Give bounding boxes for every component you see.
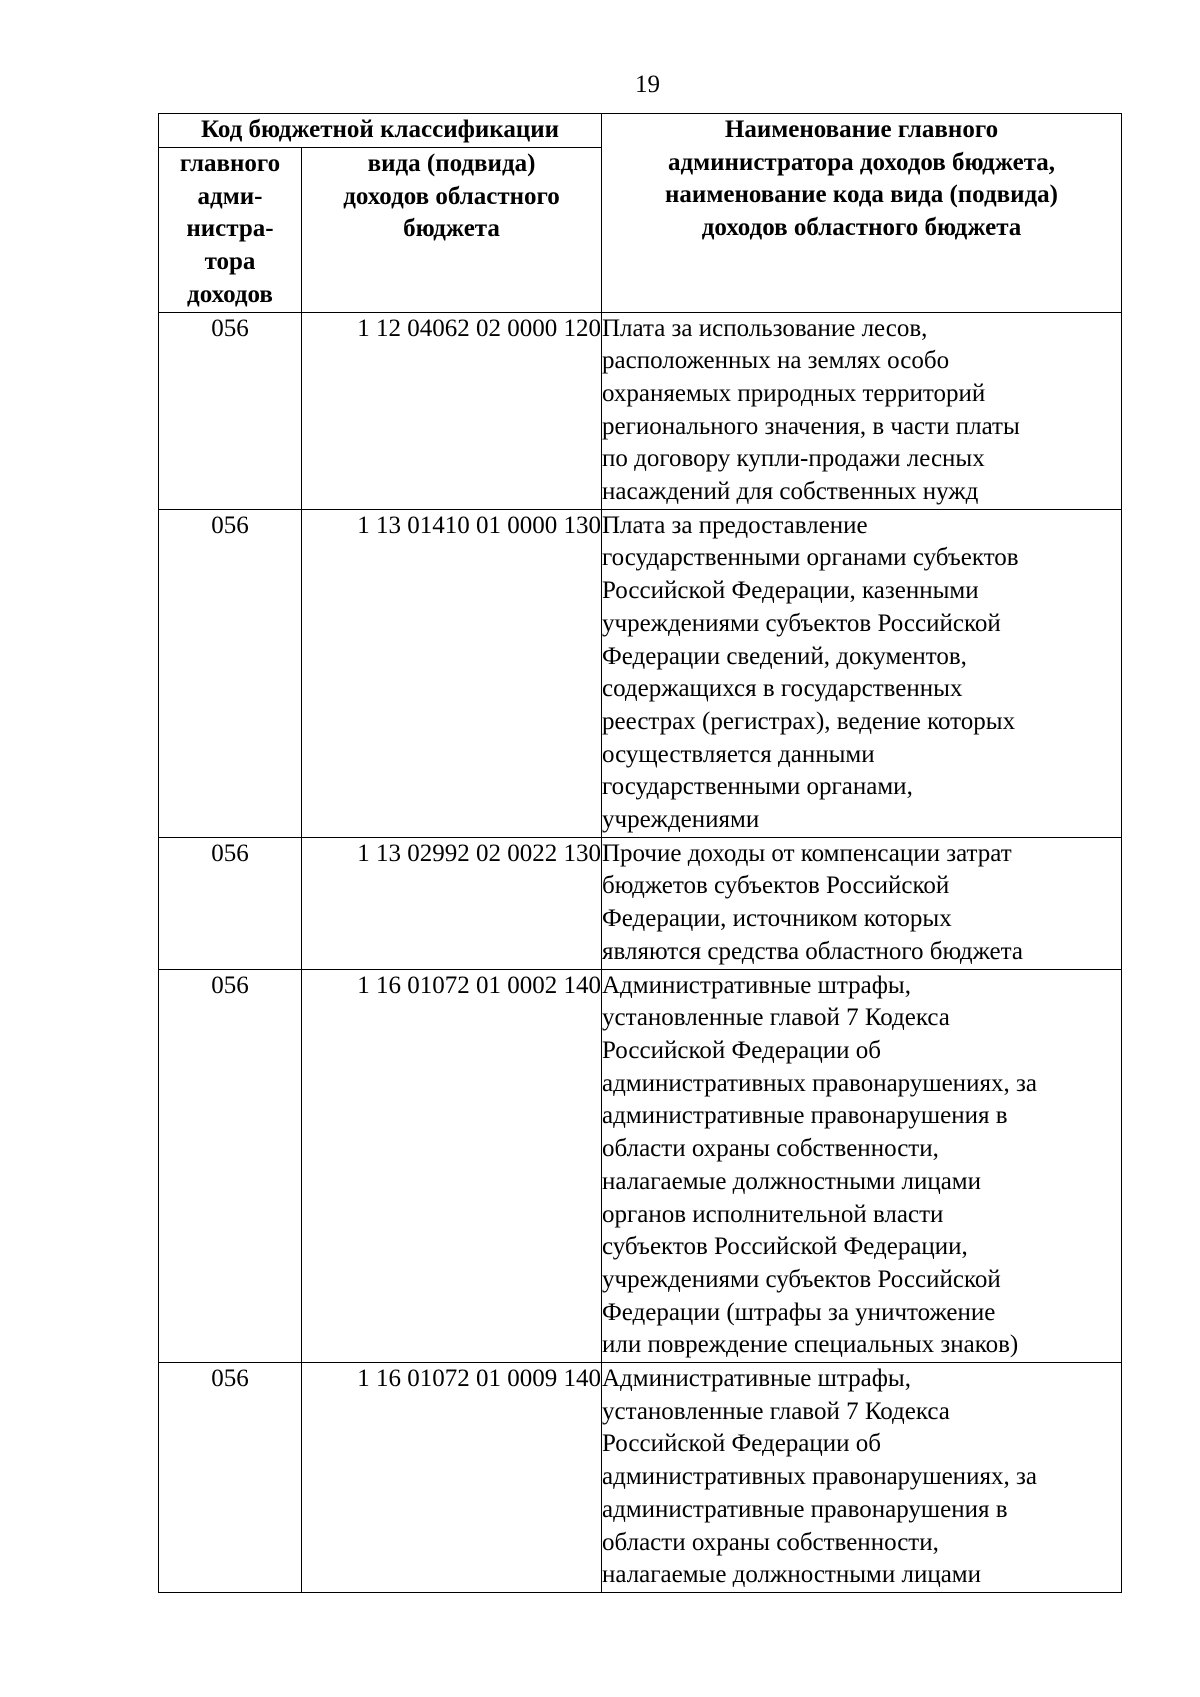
description-line: содержащихся в государственных — [602, 675, 963, 703]
description-line: Административные штрафы, — [602, 971, 911, 999]
header-administrator-name — [602, 114, 1122, 313]
budget-classification-table — [158, 113, 1122, 1593]
header-admin-line: тора — [204, 248, 256, 276]
description-line: установленные главой 7 Кодекса — [602, 1004, 950, 1032]
description-line: бюджетов субъектов Российской — [602, 872, 950, 900]
header-row-group — [159, 114, 1122, 148]
description-line: Российской Федерации об — [602, 1430, 881, 1458]
description-line: осуществляется данными — [602, 740, 875, 768]
description-line: административные правонарушения в — [602, 1102, 1008, 1130]
header-admin-line: адми- — [197, 182, 263, 210]
description-line: Плата за использование лесов, — [602, 314, 928, 342]
header-name-line: наименование кода вида (подвида) — [665, 181, 1058, 209]
admin-code-cell: 056 — [159, 969, 302, 1362]
description-line: Прочие доходы от компенсации затрат — [602, 839, 1012, 867]
description-line: Российской Федерации, казенными — [602, 577, 979, 605]
header-admin-line: главного — [179, 150, 281, 177]
description-line: учреждениями — [602, 806, 760, 834]
description-line: Федерации сведений, документов, — [602, 642, 967, 670]
table-row — [159, 837, 1122, 969]
description-line: охраняемых природных территорий — [602, 379, 986, 407]
description-line: реестрах (регистрах), ведение которых — [602, 707, 1016, 735]
header-admin-line: доходов — [187, 280, 273, 308]
income-description-cell — [602, 969, 1122, 1362]
description-line: налагаемые должностными лицами — [602, 1561, 981, 1589]
description-line: Федерации (штрафы за уничтожение — [602, 1298, 996, 1326]
table-row — [159, 509, 1122, 837]
description-line: установленные главой 7 Кодекса — [602, 1397, 950, 1425]
header-admin-line: нистра- — [186, 215, 274, 243]
description-line: административные правонарушения в — [602, 1495, 1008, 1523]
table-row — [159, 969, 1122, 1362]
description-line: Административные штрафы, — [602, 1365, 911, 1393]
table-row — [159, 312, 1122, 509]
admin-code-cell: 056 — [159, 837, 302, 969]
description-line: регионального значения, в части платы — [602, 412, 1020, 440]
income-code-cell: 1 16 01072 01 0002 140 — [302, 969, 602, 1362]
income-description-cell — [602, 312, 1122, 509]
header-kind-line: доходов областного — [343, 182, 560, 210]
header-budget-code-group: Код бюджетной классификации — [159, 114, 602, 148]
income-code-cell: 1 13 02992 02 0022 130 — [302, 837, 602, 969]
income-code-cell: 1 16 01072 01 0009 140 — [302, 1363, 602, 1593]
description-line: административных правонарушениях, за — [602, 1463, 1037, 1491]
income-description-cell — [602, 1363, 1122, 1593]
description-line: органов исполнительной власти — [602, 1200, 944, 1228]
header-kind-line: бюджета — [403, 215, 500, 243]
description-line: являются средства областного бюджета — [602, 937, 1023, 965]
income-description-cell — [602, 509, 1122, 837]
description-line: Федерации, источником которых — [602, 905, 952, 933]
description-line: области охраны собственности, — [602, 1528, 939, 1556]
header-income-kind — [302, 148, 602, 313]
description-line: государственными органами субъектов — [602, 544, 1019, 572]
page-number: 19 — [635, 71, 660, 98]
description-line: учреждениями субъектов Российской — [602, 609, 1001, 637]
description-line: учреждениями субъектов Российской — [602, 1265, 1001, 1293]
description-line: или повреждение специальных знаков) — [602, 1331, 1019, 1359]
income-code-cell: 1 12 04062 02 0000 120 — [302, 312, 602, 509]
header-main-administrator — [159, 148, 302, 313]
admin-code-cell: 056 — [159, 1363, 302, 1593]
income-code-cell: 1 13 01410 01 0000 130 — [302, 509, 602, 837]
admin-code-cell: 056 — [159, 312, 302, 509]
description-line: административных правонарушениях, за — [602, 1069, 1037, 1097]
description-line: насаждений для собственных нужд — [602, 478, 979, 506]
header-name-line: Наименование главного — [724, 116, 999, 143]
table-row — [159, 1363, 1122, 1593]
description-line: расположенных на землях особо — [602, 347, 950, 375]
table-body — [159, 312, 1122, 1592]
header-name-line: доходов областного бюджета — [701, 214, 1022, 242]
description-line: государственными органами, — [602, 773, 913, 801]
description-line: области охраны собственности, — [602, 1135, 939, 1163]
income-description-cell — [602, 837, 1122, 969]
description-line: по договору купли-продажи лесных — [602, 445, 985, 473]
header-name-line: администратора доходов бюджета, — [667, 148, 1056, 176]
description-line: субъектов Российской Федерации, — [602, 1233, 968, 1261]
description-line: Российской Федерации об — [602, 1036, 881, 1064]
description-line: налагаемые должностными лицами — [602, 1167, 981, 1195]
header-kind-line: вида (подвида) — [367, 150, 536, 177]
admin-code-cell: 056 — [159, 509, 302, 837]
description-line: Плата за предоставление — [602, 511, 868, 539]
